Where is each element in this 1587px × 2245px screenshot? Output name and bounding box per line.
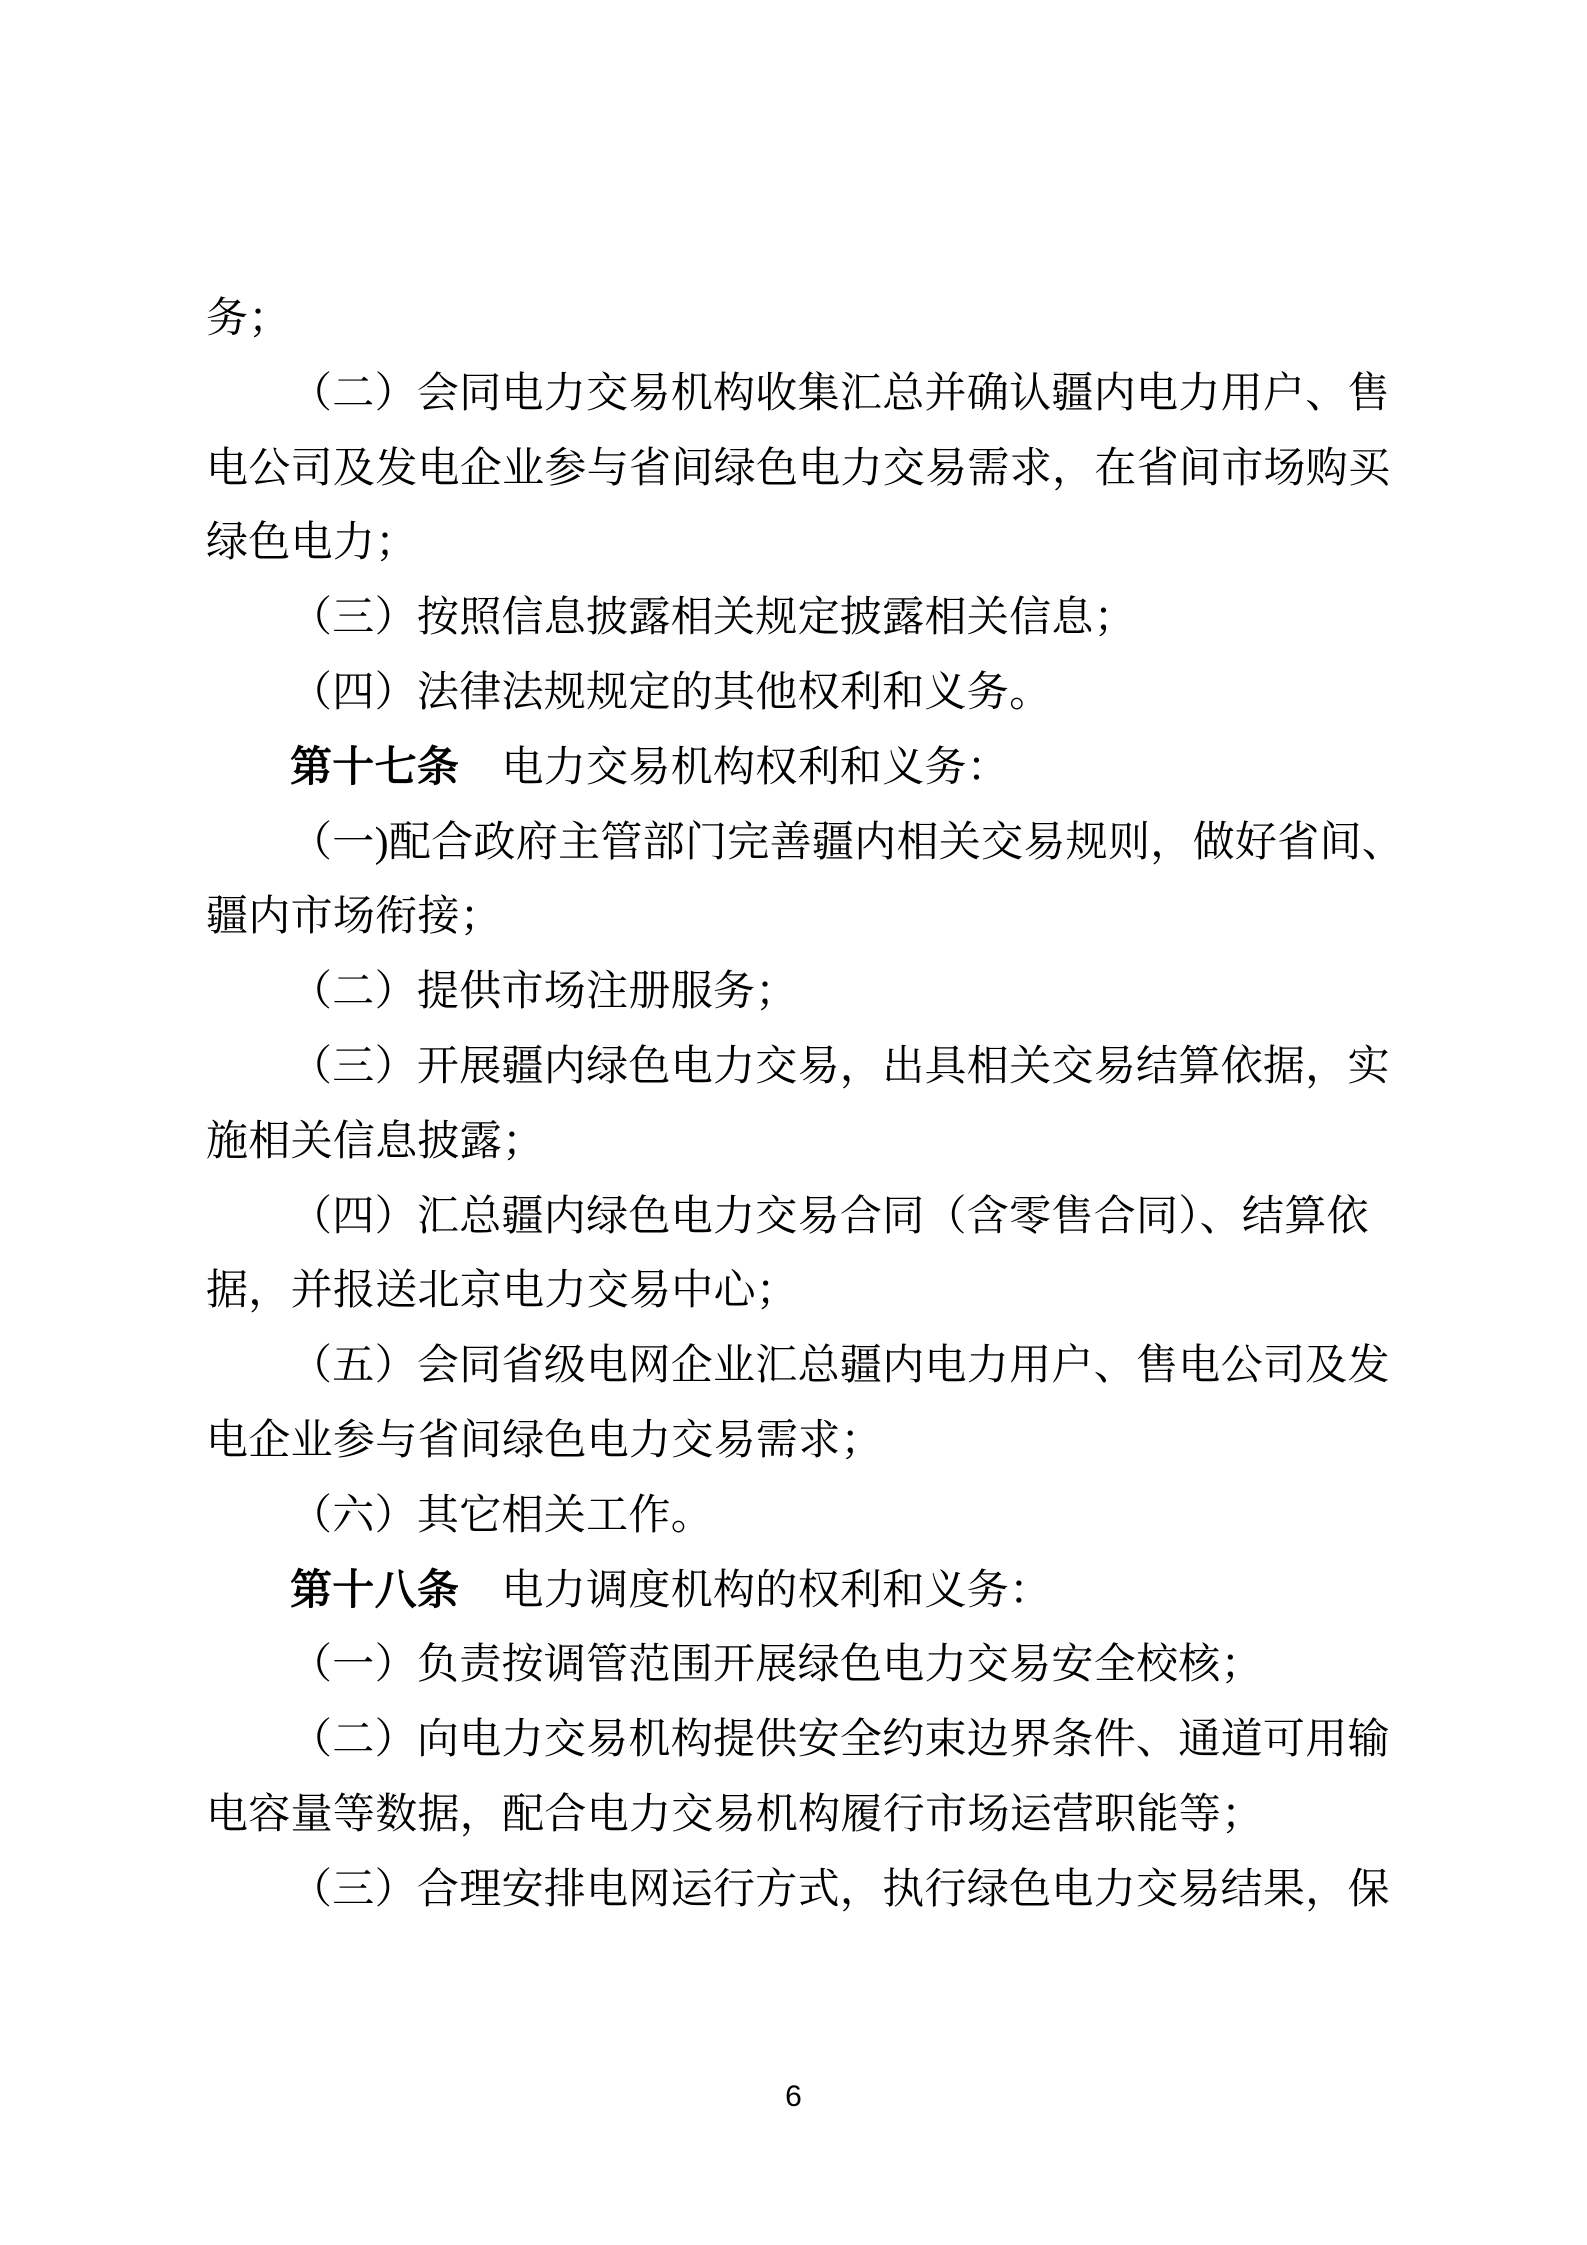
- line-text: （四）汇总疆内绿色电力交易合同（含零售合同）、结算依: [290, 1193, 1369, 1240]
- text-line: [206, 806, 1405, 881]
- text-line: [206, 282, 1398, 357]
- line-text: 绿色电力；: [206, 520, 418, 567]
- line-text: （一)配合政府主管部门完善疆内相关交易规则，做好省间、: [290, 819, 1405, 866]
- line-text: （三）按照信息披露相关规定披露相关信息；: [290, 595, 1137, 642]
- line-text: 电公司及发电企业参与省间绿色电力交易需求，在省间市场购买: [206, 445, 1391, 492]
- line-text: （六）其它相关工作。: [290, 1492, 714, 1539]
- line-text: （二）提供市场注册服务；: [290, 969, 798, 1016]
- text-line: [206, 506, 1398, 581]
- text-line: [206, 1628, 1398, 1703]
- article-number: 第十八条: [290, 1567, 460, 1614]
- line-text: 疆内市场衔接；: [206, 894, 503, 941]
- text-line: [206, 1778, 1398, 1853]
- text-line: [206, 1105, 1398, 1180]
- text-line: [206, 1554, 1398, 1629]
- article-number: 第十七条: [290, 744, 460, 791]
- line-text: 电力交易机构权利和义务：: [459, 744, 1010, 791]
- text-line: [206, 1479, 1398, 1554]
- text-line: [206, 731, 1398, 806]
- line-text: 电容量等数据，配合电力交易机构履行市场运营职能等；: [206, 1791, 1264, 1838]
- text-line: [206, 432, 1398, 507]
- line-text: （二）会同电力交易机构收集汇总并确认疆内电力用户、售: [290, 370, 1390, 417]
- document-body: [206, 282, 1405, 1928]
- text-line: [206, 1329, 1398, 1404]
- line-text: （三）合理安排电网运行方式，执行绿色电力交易结果，保: [290, 1866, 1390, 1913]
- line-text: （五）会同省级电网企业汇总疆内电力用户、售电公司及发: [290, 1343, 1390, 1390]
- text-line: [206, 656, 1398, 731]
- text-line: [206, 357, 1398, 432]
- text-line: [206, 1703, 1398, 1778]
- text-line: [206, 1180, 1398, 1255]
- line-text: （三）开展疆内绿色电力交易，出具相关交易结算依据，实: [290, 1043, 1390, 1090]
- text-line: [206, 1030, 1398, 1105]
- text-line: [206, 581, 1398, 656]
- text-line: [206, 955, 1398, 1030]
- text-line: [206, 880, 1398, 955]
- line-text: 据，并报送北京电力交易中心；: [206, 1268, 799, 1315]
- line-text: 电企业参与省间绿色电力交易需求；: [206, 1417, 883, 1464]
- text-line: [206, 1853, 1398, 1928]
- page-footer: [0, 2080, 1587, 2114]
- line-text: （二）向电力交易机构提供安全约束边界条件、通道可用输: [290, 1717, 1390, 1764]
- page-number: 6: [785, 2080, 802, 2113]
- line-text: 施相关信息披露；: [206, 1118, 545, 1165]
- line-text: 电力调度机构的权利和义务：: [459, 1567, 1052, 1614]
- line-text: 务；: [206, 296, 291, 342]
- text-line: [206, 1254, 1398, 1329]
- line-text: （一）负责按调管范围开展绿色电力交易安全校核；: [290, 1642, 1263, 1689]
- line-text: （四）法律法规规定的其他权利和义务。: [290, 669, 1052, 716]
- text-line: [206, 1404, 1398, 1479]
